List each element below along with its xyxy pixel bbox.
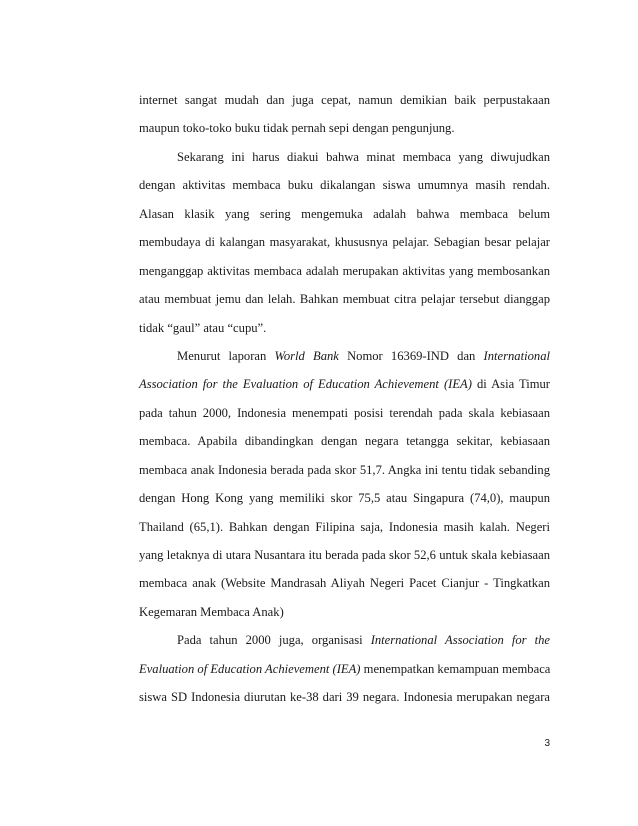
- text-span: pada tahun 2000, Indonesia menempati posisi terendah pada skala kebiasaan: [139, 405, 550, 420]
- text-span: Sekarang ini harus diakui bahwa minat membaca yang diwujudkan: [177, 149, 550, 164]
- text-span: membaca. Apabila dibandingkan dengan negara tetangga sekitar, kebiasaan: [139, 434, 550, 449]
- text-span: yang letaknya di utara Nusantara itu berada pada skor 52,6 untuk skala kebiasaan: [139, 548, 550, 562]
- text-line: [139, 626, 550, 654]
- text-span: Kegemaran Membaca Anak): [139, 604, 284, 619]
- text-span: siswa SD Indonesia diurutan ke-38 dari 39 negara. Indonesia merupakan negara: [139, 690, 550, 705]
- text-line: [139, 342, 550, 370]
- text-line: [139, 257, 550, 285]
- text-span: tidak “gaul” atau “cupu”.: [139, 320, 267, 335]
- text-line: [139, 114, 550, 142]
- text-span: di Asia Timur: [471, 377, 550, 392]
- text-line: [139, 228, 550, 256]
- text-line: [139, 484, 550, 512]
- text-span: menganggap aktivitas membaca adalah merupakan aktivitas yang membosankan: [139, 263, 550, 278]
- text-line: [139, 370, 550, 398]
- text-line: [139, 683, 550, 711]
- text-line: [139, 314, 550, 342]
- text-span: menempatkan kemampuan membaca: [360, 661, 551, 676]
- text-span: Pada tahun 2000 juga, organisasi: [177, 633, 371, 648]
- text-span: membudaya di kalangan masyarakat, khususnya pelajar. Sebagian besar pelajar: [139, 235, 550, 250]
- text-line: [139, 200, 550, 228]
- text-span: atau membuat jemu dan lelah. Bahkan membuat citra pelajar tersebut dianggap: [139, 292, 550, 307]
- text-line: [139, 456, 550, 484]
- italic-text: International: [483, 348, 550, 363]
- italic-text: Evaluation of Education Achievement (IEA): [139, 661, 361, 676]
- text-span: Menurut laporan: [177, 348, 275, 363]
- page-number: 3: [544, 738, 550, 749]
- text-line: [139, 285, 550, 313]
- text-span: maupun toko-toko buku tidak pernah sepi dengan pengunjung.: [139, 121, 455, 136]
- text-line: [139, 427, 550, 455]
- text-span: dengan aktivitas membaca buku dikalangan siswa umumnya masih rendah.: [139, 178, 550, 193]
- text-line: [139, 598, 550, 626]
- text-line: [139, 86, 550, 114]
- text-line: [139, 143, 550, 171]
- text-line: [139, 399, 550, 427]
- text-span: Thailand (65,1). Bahkan dengan Filipina saja, Indonesia masih kalah. Negeri: [139, 519, 550, 534]
- text-line: [139, 569, 550, 597]
- text-span: Alasan klasik yang sering mengemuka adalah bahwa membaca belum: [139, 206, 550, 221]
- text-line: [139, 171, 550, 199]
- body-text: [139, 86, 550, 712]
- text-span: Nomor 16369-IND dan: [338, 348, 484, 363]
- text-span: membaca anak Indonesia berada pada skor 51,7. Angka ini tentu tidak sebanding: [139, 462, 550, 477]
- text-span: dengan Hong Kong yang memiliki skor 75,5 atau Singapura (74,0), maupun: [139, 491, 550, 506]
- text-line: [139, 541, 550, 569]
- text-line: [139, 655, 550, 683]
- italic-text: International Association for the: [370, 633, 550, 648]
- text-span: internet sangat mudah dan juga cepat, namun demikian baik perpustakaan: [139, 93, 550, 107]
- italic-text: Association for the Evaluation of Education Achievement (IEA): [139, 377, 472, 392]
- text-span: membaca anak (Website Mandrasah Aliyah Negeri Pacet Cianjur - Tingkatkan: [139, 576, 550, 591]
- text-line: [139, 513, 550, 541]
- italic-text: World Bank: [274, 348, 339, 363]
